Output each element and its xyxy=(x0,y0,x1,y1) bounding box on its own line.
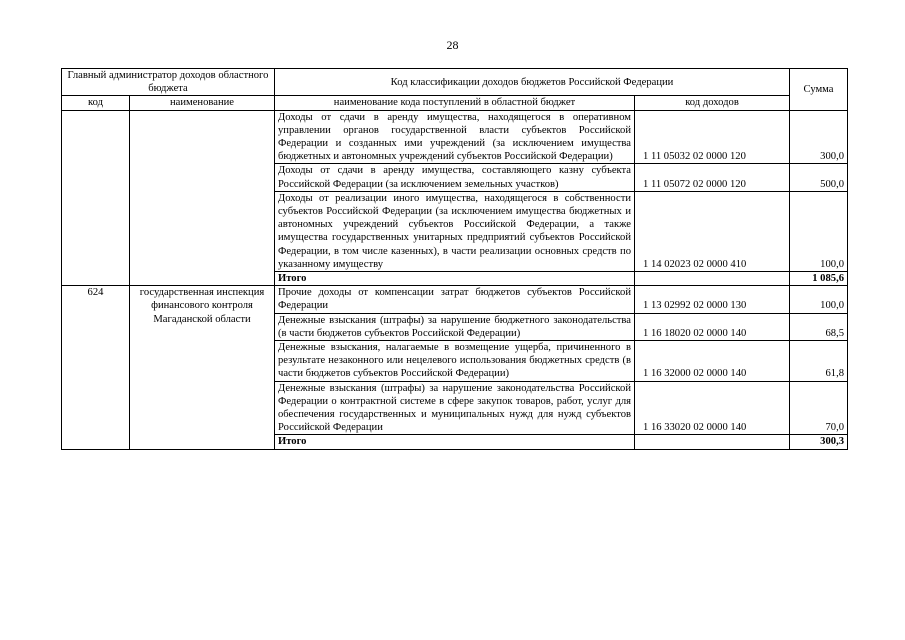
header-row-1 xyxy=(62,69,848,96)
revenue-code-cell: 1 11 05072 02 0000 120 xyxy=(635,164,790,191)
classification-group-header: Код классификации доходов бюджетов Российской Федерации xyxy=(275,69,790,96)
sum-cell: 68,5 xyxy=(790,313,848,340)
sum-cell: 70,0 xyxy=(790,381,848,435)
revenue-name-cell: Доходы от сдачи в аренду имущества, составляющего казну субъекта Российской Федерации (за исключением земельных участков) xyxy=(275,164,635,191)
admin-code-cell xyxy=(62,110,130,286)
total-sum: 300,3 xyxy=(790,435,848,449)
sum-cell: 100,0 xyxy=(790,191,848,271)
revenue-code-cell: 1 16 33020 02 0000 140 xyxy=(635,381,790,435)
total-code-cell xyxy=(635,272,790,286)
name-header: наименование xyxy=(130,96,275,110)
revenue-name-cell: Прочие доходы от компенсации затрат бюджетов субъектов Российской Федерации xyxy=(275,286,635,313)
revenue-name-cell: Денежные взыскания (штрафы) за нарушение бюджетного законодательства (в части бюджетов субъектов Российской Федерации) xyxy=(275,313,635,340)
total-code-cell xyxy=(635,435,790,449)
table-row xyxy=(62,110,848,164)
sum-cell: 61,8 xyxy=(790,341,848,382)
admin-name-cell xyxy=(130,110,275,286)
sum-cell: 100,0 xyxy=(790,286,848,313)
admin-group-header: Главный администратор доходов областного бюджета xyxy=(62,69,275,96)
page-number: 28 xyxy=(446,38,459,52)
revenue-code-cell: 1 14 02023 02 0000 410 xyxy=(635,191,790,271)
revenue-code-cell: 1 13 02992 02 0000 130 xyxy=(635,286,790,313)
revenue-name-cell: Денежные взыскания (штрафы) за нарушение законодательства Российской Федерации о контрактной системе в сфере закупок товаров, работ, услуг для обеспечения государственных и муниципальных нужд для нужд субъектов Российской Федерации xyxy=(275,381,635,435)
revenue-name-cell: Доходы от реализации иного имущества, находящегося в собственности субъектов Российской Федерации (за исключением имущества бюджетных и автономных учреждений субъектов Российской Федерации, а также имущества государственных унитарных предприятий субъектов Российской Федерации, в том числе казенных), в части реализации основных средств по указанному имуществу xyxy=(275,191,635,271)
revenue-table xyxy=(61,68,848,450)
revenue-code-cell: 1 16 18020 02 0000 140 xyxy=(635,313,790,340)
revenue-code-cell: 1 16 32000 02 0000 140 xyxy=(635,341,790,382)
admin-code-cell: 624 xyxy=(62,286,130,449)
table-row xyxy=(62,286,848,313)
sum-cell: 300,0 xyxy=(790,110,848,164)
revenue-name-cell: Доходы от сдачи в аренду имущества, находящегося в оперативном управлении органов государственной власти субъектов Российской Федерации и созданных ими учреждений (за исключением имущества бюджетных и автономных учреждений субъектов Российской Федерации) xyxy=(275,110,635,164)
sum-cell: 500,0 xyxy=(790,164,848,191)
total-label: Итого xyxy=(275,435,635,449)
revenue-code-header: код доходов xyxy=(635,96,790,110)
admin-name-cell: государственная инспекция финансового контроля Магаданской области xyxy=(130,286,275,449)
revenue-name-cell: Денежные взыскания, налагаемые в возмещение ущерба, причиненного в результате незаконного или нецелевого использования бюджетных средств (в части бюджетов субъектов Российской Федерации) xyxy=(275,341,635,382)
sum-header: Сумма xyxy=(790,69,848,111)
revenue-name-header: наименование кода поступлений в областной бюджет xyxy=(275,96,635,110)
code-header: код xyxy=(62,96,130,110)
header-row-2 xyxy=(62,96,848,110)
total-label: Итого xyxy=(275,272,635,286)
revenue-code-cell: 1 11 05032 02 0000 120 xyxy=(635,110,790,164)
total-sum: 1 085,6 xyxy=(790,272,848,286)
